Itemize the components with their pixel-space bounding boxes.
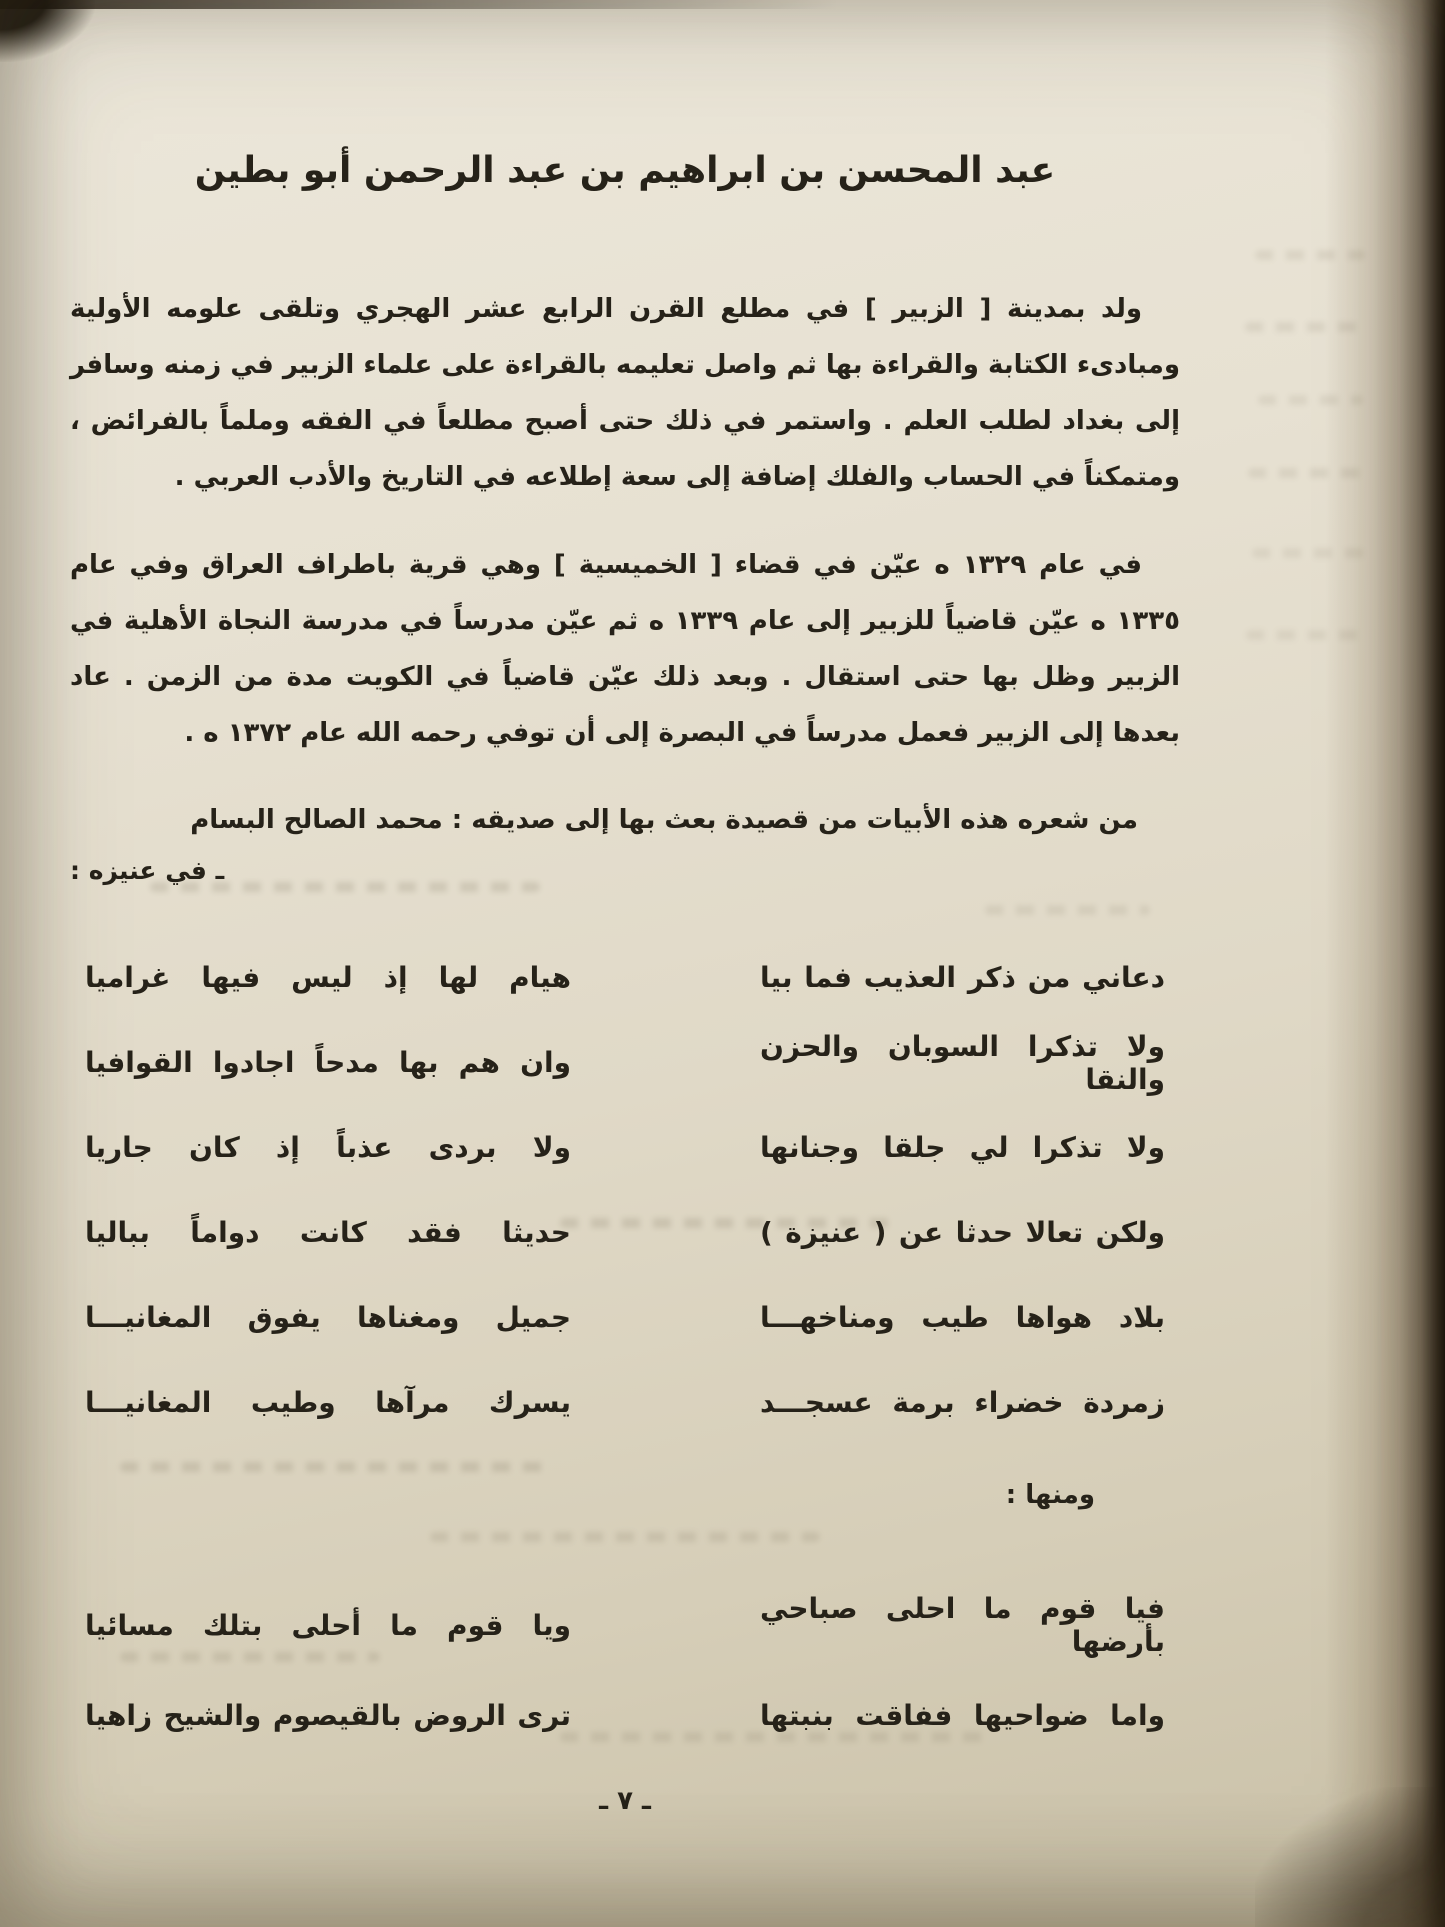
hemistich-first: ولكن تعالا حدثا عن ( عنيزة ): [760, 1216, 1165, 1249]
biography-paragraph-2: [70, 537, 1180, 761]
paragraph-line: الزبير وظل بها حتى استقال . وبعد ذلك عيّن قاضياً في الكويت مدة من الزمن . عاد: [70, 662, 1180, 692]
paragraph-line: ولد بمدينة [ الزبير ] في مطلع القرن الرابع عشر الهجري وتلقى علومه الأولية: [70, 294, 1142, 324]
location-marker: ـ في عنيزه :: [70, 856, 225, 885]
hemistich-second: جميل ومغناها يفوق المغانيـــا: [85, 1301, 571, 1334]
poem-couplet: [85, 1670, 1165, 1760]
photo-edge-top: [0, 0, 838, 9]
hemistich-first: زمردة خضراء برمة عسجـــد: [760, 1386, 1165, 1419]
poem-intro-line: من شعره هذه الأبيات من قصيدة بعث بها إلى صديقه : محمد الصالح البسام: [190, 805, 1138, 835]
hemistich-first: فيا قوم ما احلى صباحي بأرضها: [760, 1592, 1165, 1658]
poem-couplet: [85, 1360, 1165, 1445]
poem-couplet: [85, 1580, 1165, 1670]
paragraph-line: إلى بغداد لطلب العلم . واستمر في ذلك حتى أصبح مطلعاً في الفقه وملماً بالفرائض ،: [70, 406, 1180, 436]
hemistich-first: ولا تذكرا السوبان والحزن والنقا: [760, 1029, 1165, 1096]
paragraph-line: ومبادىء الكتابة والقراءة بها ثم واصل تعليمه بالقراءة على علماء الزبير في زمنه وسافر: [70, 350, 1180, 380]
hemistich-second: ترى الروض بالقيصوم والشيح زاهيا: [85, 1698, 571, 1732]
paragraph-line: بعدها إلى الزبير فعمل مدرساً في البصرة إلى أن توفي رحمه الله عام ١٣٧٢ ه .: [184, 718, 1180, 748]
hemistich-first: واما ضواحيها ففاقت بنبتها: [760, 1698, 1165, 1732]
paragraph-line: ومتمكناً في الحساب والفلك إضافة إلى سعة إطلاعه في التاريخ والأدب العربي .: [174, 462, 1180, 492]
page-gutter-shadow: [1325, 0, 1445, 1927]
hemistich-second: ويا قوم ما أحلى بتلك مسائيا: [85, 1608, 571, 1642]
poem-couplet: [85, 935, 1165, 1020]
hemistich-first: ولا تذكرا لي جلقا وجنانها: [760, 1131, 1165, 1164]
hemistich-first: دعاني من ذكر العذيب فما بيا: [760, 961, 1165, 994]
photo-corner-bottom-right: [1255, 1787, 1445, 1927]
biography-title: عبد المحسن بن ابراهيم بن عبد الرحمن أبو بطين: [194, 150, 1056, 191]
hemistich-second: حديثا فقد كانت دواماً بباليا: [85, 1216, 571, 1249]
hemistich-second: ولا بردى عذباً إذ كان جاريا: [85, 1131, 571, 1164]
hemistich-second: يسرك مرآها وطيب المغانيـــا: [85, 1386, 571, 1419]
hemistich-first: بلاد هواها طيب ومناخهـــا: [760, 1301, 1165, 1334]
photo-corner-top-left: [0, 0, 95, 62]
page-text-block: [70, 0, 1180, 1927]
poem-couplet: [85, 1275, 1165, 1360]
paragraph-line: ١٣٣٥ ه عيّن قاضياً للزبير إلى عام ١٣٣٩ ه ثم عيّن مدرساً في مدرسة النجاة الأهلية في: [70, 606, 1180, 636]
poem-couplet: [85, 1020, 1165, 1105]
page-number: ـ ٧ ـ: [599, 1786, 651, 1816]
paragraph-line: في عام ١٣٢٩ ه عيّن في قضاء [ الخميسية ] وهي قرية باطراف العراق وفي عام: [70, 550, 1143, 580]
continuation-marker: ومنها :: [1005, 1480, 1095, 1510]
poem-couplet: [85, 1105, 1165, 1190]
poem-unayzah: [85, 935, 1165, 1445]
hemistich-second: وان هم بها مدحاً اجادوا القوافيا: [85, 1046, 571, 1079]
poem-couplet: [85, 1190, 1165, 1275]
biography-paragraph-1: [70, 281, 1180, 505]
hemistich-second: هيام لها إذ ليس فيها غراميا: [85, 961, 571, 994]
poem-continuation: [85, 1580, 1165, 1760]
